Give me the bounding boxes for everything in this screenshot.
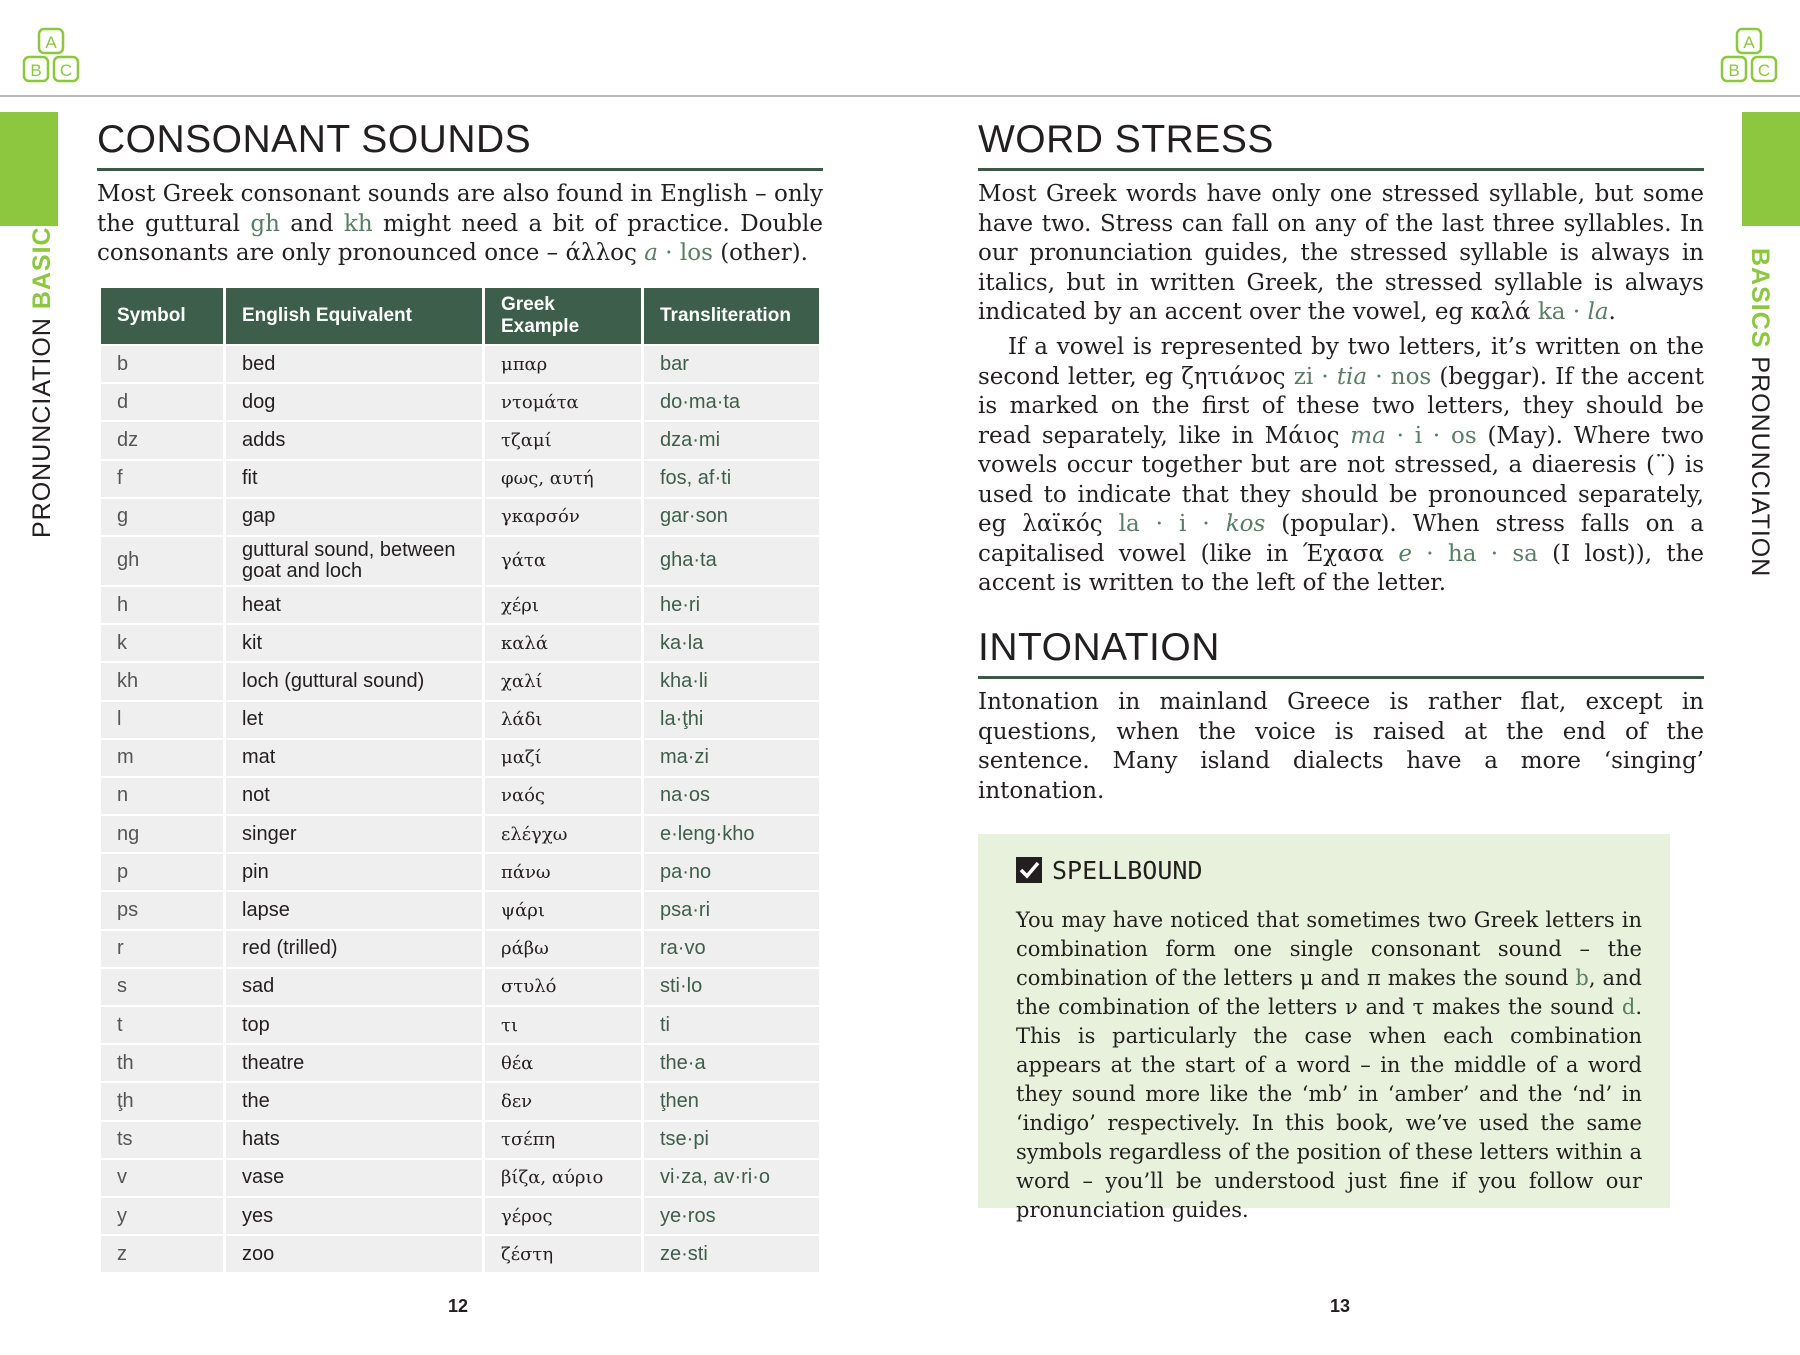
cell-symbol: b [101,346,223,382]
cell-translit: ra·vo [644,931,819,967]
abc-letter-a: A [45,33,57,52]
cell-greek: τσέπη [485,1122,641,1158]
cell-greek: φως, αυτή [485,461,641,497]
abc-blocks-icon [1718,26,1780,84]
cell-translit: ti [644,1007,819,1043]
col-header-greek: Greek Example [485,288,641,344]
table-row [101,537,819,585]
cell-greek: βίζα, αύριο [485,1160,641,1196]
cell-translit: ye·ros [644,1198,819,1234]
cell-translit: bar [644,346,819,382]
cell-english: guttural sound, between goat and loch [226,537,482,585]
cell-greek: μαζί [485,740,641,776]
cell-english: bed [226,346,482,382]
cell-greek: γκαρσόν [485,499,641,535]
cell-translit: ma·zi [644,740,819,776]
checkbox-icon [1016,857,1042,883]
table-row [101,969,819,1005]
cell-english: lapse [226,892,482,928]
cell-symbol: n [101,778,223,814]
cell-english: loch (guttural sound) [226,663,482,699]
cell-symbol: r [101,931,223,967]
cell-symbol: ţh [101,1083,223,1119]
cell-greek: στυλό [485,969,641,1005]
cell-symbol: h [101,587,223,623]
cell-symbol: gh [101,537,223,585]
spellbound-box [978,834,1670,1222]
table-row [101,499,819,535]
cell-translit: e·leng·kho [644,816,819,852]
heading-consonant-sounds: CONSONANT SOUNDS [97,118,823,171]
cell-symbol: t [101,1007,223,1043]
abc-letter-c: C [59,61,73,80]
spellbound-title [1016,856,1203,885]
table-row [101,461,819,497]
page-number-left: 12 [448,1296,469,1316]
cell-english: fit [226,461,482,497]
section-label-left [18,208,62,548]
cell-symbol: z [101,1236,223,1272]
cell-symbol: m [101,740,223,776]
table-row [101,663,819,699]
cell-symbol: dz [101,422,223,458]
cell-translit: gha·ta [644,537,819,585]
cell-english: heat [226,587,482,623]
heading-intonation: INTONATION [978,626,1704,679]
cell-english: vase [226,1160,482,1196]
cell-symbol: l [101,702,223,738]
page-top-rule [0,95,1800,97]
word-stress-paragraph-2: If a vowel is represented by two letters, it’s written on the second letter, eg ζητιάνος zi · tia · nos (beggar). If the accent is marked on the first of these two letters, they should be read separately, like in Μάιος ma · i · os (May). Where two vowels occur together but are not stressed, a diaeresis (¨) is used to indicate that they should be pronounced separately, eg λαϊκός la · i · kos (popular). When stress falls on a capitalised vowel (like in Έχασα e · ha · sa (I lost)), the accent is written to the left of the letter. [978,334,1705,596]
cell-greek: χαλί [485,663,641,699]
cell-greek: δεν [485,1083,641,1119]
cell-english: gap [226,499,482,535]
cell-translit: vi·za, av·ri·o [644,1160,819,1196]
table-row [101,892,819,928]
cell-greek: ελέγχω [485,816,641,852]
spellbound-title-text: SPELLBOUND [1052,856,1203,885]
cell-greek: μπαρ [485,346,641,382]
cell-english: the [226,1083,482,1119]
cell-translit: do·ma·ta [644,384,819,420]
cell-greek: πάνω [485,854,641,890]
cell-symbol: d [101,384,223,420]
cell-greek: ράβω [485,931,641,967]
cell-greek: ψάρι [485,892,641,928]
table-row [101,346,819,382]
cell-english: sad [226,969,482,1005]
abc-letter-a: A [1743,33,1755,52]
table-row [101,702,819,738]
cell-translit: tse·pi [644,1122,819,1158]
cell-english: dog [226,384,482,420]
word-stress-paragraph-1: Most Greek words have only one stressed syllable, but some have two. Stress can fall on any of the last three syllables. In our pronunciation guides, the stressed syllable is always in italics, but in written Greek, the stressed syllable is always indicated by an accent over the vowel, eg καλά ka · la. [978,181,1704,325]
cell-translit: gar·son [644,499,819,535]
table-row [101,778,819,814]
consonant-table-body [101,346,819,1272]
cell-english: top [226,1007,482,1043]
table-row [101,1198,819,1234]
cell-symbol: ts [101,1122,223,1158]
cell-greek: ζέστη [485,1236,641,1272]
cell-english: zoo [226,1236,482,1272]
consonant-table [98,286,822,1274]
cell-symbol: f [101,461,223,497]
cell-symbol: ps [101,892,223,928]
section-label-pronunciation: PRONUNCIATION [28,317,56,538]
table-row [101,1160,819,1196]
abc-blocks-icon [20,26,82,84]
table-row [101,931,819,967]
table-row [101,422,819,458]
cell-translit: na·os [644,778,819,814]
col-header-translit: Transliteration [644,288,819,344]
col-header-english: English Equivalent [226,288,482,344]
cell-symbol: ng [101,816,223,852]
cell-translit: kha·li [644,663,819,699]
cell-greek: χέρι [485,587,641,623]
cell-english: red (trilled) [226,931,482,967]
abc-letter-b: B [1728,61,1740,80]
table-row [101,1007,819,1043]
cell-translit: sti·lo [644,969,819,1005]
cell-english: not [226,778,482,814]
cell-greek: θέα [485,1045,641,1081]
cell-translit: psa·ri [644,892,819,928]
cell-greek: γάτα [485,537,641,585]
col-header-symbol: Symbol [101,288,223,344]
section-label-basics: BASICS [1746,248,1774,349]
cell-greek: ναός [485,778,641,814]
cell-greek: τι [485,1007,641,1043]
section-label-right [1738,248,1782,578]
cell-symbol: s [101,969,223,1005]
cell-symbol: kh [101,663,223,699]
cell-english: mat [226,740,482,776]
cell-english: theatre [226,1045,482,1081]
cell-english: yes [226,1198,482,1234]
cell-translit: ze·sti [644,1236,819,1272]
table-row [101,1083,819,1119]
cell-translit: ţhen [644,1083,819,1119]
section-label-pronunciation: PRONUNCIATION [1746,356,1774,578]
consonant-intro: Most Greek consonant sounds are also found in English – only the guttural gh and kh might need a bit of practice. Double consonants are only pronounced once – άλλος a · los (other). [97,181,823,266]
spellbound-text: You may have noticed that sometimes two Greek letters in combination form one single consonant sound – the combination of the letters μ and π makes the sound b, and the combination of the letters ν and τ makes the sound d. This is particularly the case when each combination appears at the start of a word – in the middle of a word they sound more like the ‘mb’ in ‘amber’ and the ‘nd’ in ‘indigo’ respectively. In this book, we’ve used the same symbols regardless of the position of these letters within a word – you’ll be understood just fine if you follow our pronunciation guides. [1016,908,1642,1222]
table-row [101,1236,819,1272]
cell-greek: καλά [485,625,641,661]
cell-translit: he·ri [644,587,819,623]
table-row [101,854,819,890]
cell-translit: the·a [644,1045,819,1081]
cell-english: kit [226,625,482,661]
cell-symbol: p [101,854,223,890]
cell-translit: la·ţhi [644,702,819,738]
cell-english: adds [226,422,482,458]
table-row [101,1045,819,1081]
cell-translit: fos, af·ti [644,461,819,497]
cell-translit: dza·mi [644,422,819,458]
cell-greek: λάδι [485,702,641,738]
abc-letter-c: C [1757,61,1771,80]
page-number-right: 13 [1330,1296,1351,1316]
cell-symbol: v [101,1160,223,1196]
table-row [101,384,819,420]
cell-symbol: th [101,1045,223,1081]
cell-greek: γέρος [485,1198,641,1234]
cell-translit: ka·la [644,625,819,661]
table-row [101,816,819,852]
cell-symbol: y [101,1198,223,1234]
table-row [101,625,819,661]
cell-english: singer [226,816,482,852]
section-label-basics: BASICS [28,208,56,310]
cell-greek: ντομάτα [485,384,641,420]
table-row [101,740,819,776]
cell-symbol: k [101,625,223,661]
table-header-row [101,288,819,344]
cell-english: hats [226,1122,482,1158]
section-tab-marker [1742,112,1800,226]
cell-translit: pa·no [644,854,819,890]
table-row [101,587,819,623]
cell-symbol: g [101,499,223,535]
cell-english: pin [226,854,482,890]
heading-word-stress: WORD STRESS [978,118,1704,171]
cell-greek: τζαμί [485,422,641,458]
intonation-paragraph: Intonation in mainland Greece is rather flat, except in questions, when the voice is raised at the end of the sentence. Many island dialects have a more ‘singing’ intonation. [978,689,1704,804]
abc-letter-b: B [30,61,42,80]
cell-english: let [226,702,482,738]
table-row [101,1122,819,1158]
